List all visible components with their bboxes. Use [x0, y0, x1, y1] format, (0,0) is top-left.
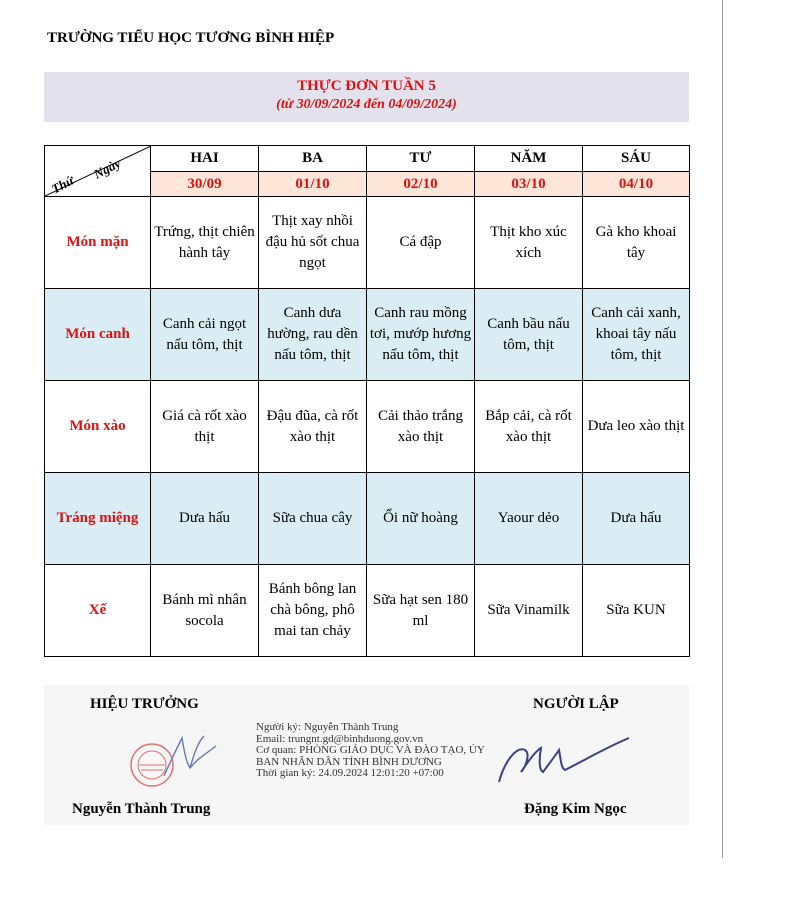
row-label: Xế	[45, 565, 151, 657]
menu-cell: Dưa leo xào thịt	[583, 381, 690, 473]
menu-cell: Dưa hấu	[583, 473, 690, 565]
menu-date-range: (từ 30/09/2024 đến 04/09/2024)	[276, 97, 457, 112]
menu-cell: Canh rau mồng tơi, mướp hương nấu tôm, thịt	[367, 289, 475, 381]
menu-cell: Sữa KUN	[583, 565, 690, 657]
day-header-row	[45, 146, 690, 172]
menu-title: THỰC ĐƠN TUẦN 5	[297, 78, 436, 94]
day-tu: TƯ	[367, 146, 475, 172]
principal-signature	[160, 728, 220, 783]
menu-cell: Cải thảo trắng xào thịt	[367, 381, 475, 473]
menu-cell: Canh bầu nấu tôm, thịt	[475, 289, 583, 381]
row-mon-xao	[45, 381, 690, 473]
principal-title: HIỆU TRƯỞNG	[90, 696, 199, 712]
date-cell: 01/10	[259, 172, 367, 197]
menu-cell: Bắp cải, cà rốt xào thịt	[475, 381, 583, 473]
menu-cell: Dưa hấu	[151, 473, 259, 565]
menu-cell: Canh cải ngọt nấu tôm, thịt	[151, 289, 259, 381]
menu-cell: Sữa Vinamilk	[475, 565, 583, 657]
preparer-name: Đặng Kim Ngọc	[524, 801, 627, 817]
email-line: Email: trungnt.gd@binhduong.gov.vn	[256, 732, 424, 745]
row-xe	[45, 565, 690, 657]
page-edge-line	[722, 0, 723, 858]
menu-cell: Ổi nữ hoàng	[367, 473, 475, 565]
menu-cell: Cá đập	[367, 197, 475, 289]
menu-cell: Canh dưa hường, rau dền nấu tôm, thịt	[259, 289, 367, 381]
row-label: Món xào	[45, 381, 151, 473]
menu-cell: Bánh bông lan chà bông, phô mai tan chảy	[259, 565, 367, 657]
menu-cell: Giá cà rốt xào thịt	[151, 381, 259, 473]
corner-label-thu: Thứ	[48, 172, 77, 197]
day-sau: SÁU	[583, 146, 690, 172]
date-cell: 30/09	[151, 172, 259, 197]
corner-cell	[45, 146, 151, 197]
row-label: Món canh	[45, 289, 151, 381]
agency-line: Cơ quan: PHÒNG GIÁO DỤC VÀ ĐÀO TẠO, ỦY BAN NHÂN DÂN TỈNH BÌNH DƯƠNG	[256, 744, 485, 768]
day-hai: HAI	[151, 146, 259, 172]
row-mon-canh	[45, 289, 690, 381]
timestamp-line: Thời gian ký: 24.09.2024 12:01:20 +07:00	[256, 767, 444, 779]
menu-cell: Thịt xay nhồi đậu hủ sốt chua ngọt	[259, 197, 367, 289]
menu-cell: Sữa hạt sen 180 ml	[367, 565, 475, 657]
school-name: TRƯỜNG TIỂU HỌC TƯƠNG BÌNH HIỆP	[47, 30, 335, 46]
row-label: Món mặn	[45, 197, 151, 289]
row-label: Tráng miệng	[45, 473, 151, 565]
corner-label-ngay: Ngày	[91, 155, 124, 182]
principal-name: Nguyễn Thành Trung	[72, 801, 211, 817]
weekly-menu-table	[44, 145, 690, 657]
menu-cell: Thịt kho xúc xích	[475, 197, 583, 289]
preparer-title: NGƯỜI LẬP	[533, 696, 619, 712]
menu-cell: Đậu đũa, cà rốt xào thịt	[259, 381, 367, 473]
menu-cell: Canh cải xanh, khoai tây nấu tôm, thịt	[583, 289, 690, 381]
signer-line: Người ký: Nguyễn Thành Trung	[256, 721, 399, 733]
date-cell: 03/10	[475, 172, 583, 197]
date-cell: 02/10	[367, 172, 475, 197]
preparer-signature	[495, 720, 635, 790]
menu-cell: Yaour dẻo	[475, 473, 583, 565]
menu-cell: Trứng, thịt chiên hành tây	[151, 197, 259, 289]
menu-cell: Bánh mì nhân socola	[151, 565, 259, 657]
row-mon-man	[45, 197, 690, 289]
title-banner	[44, 72, 689, 122]
day-ba: BA	[259, 146, 367, 172]
menu-cell: Sữa chua cây	[259, 473, 367, 565]
date-cell: 04/10	[583, 172, 690, 197]
menu-cell: Gà kho khoai tây	[583, 197, 690, 289]
day-nam: NĂM	[475, 146, 583, 172]
digital-signature-info	[256, 722, 486, 780]
row-trang-mieng	[45, 473, 690, 565]
